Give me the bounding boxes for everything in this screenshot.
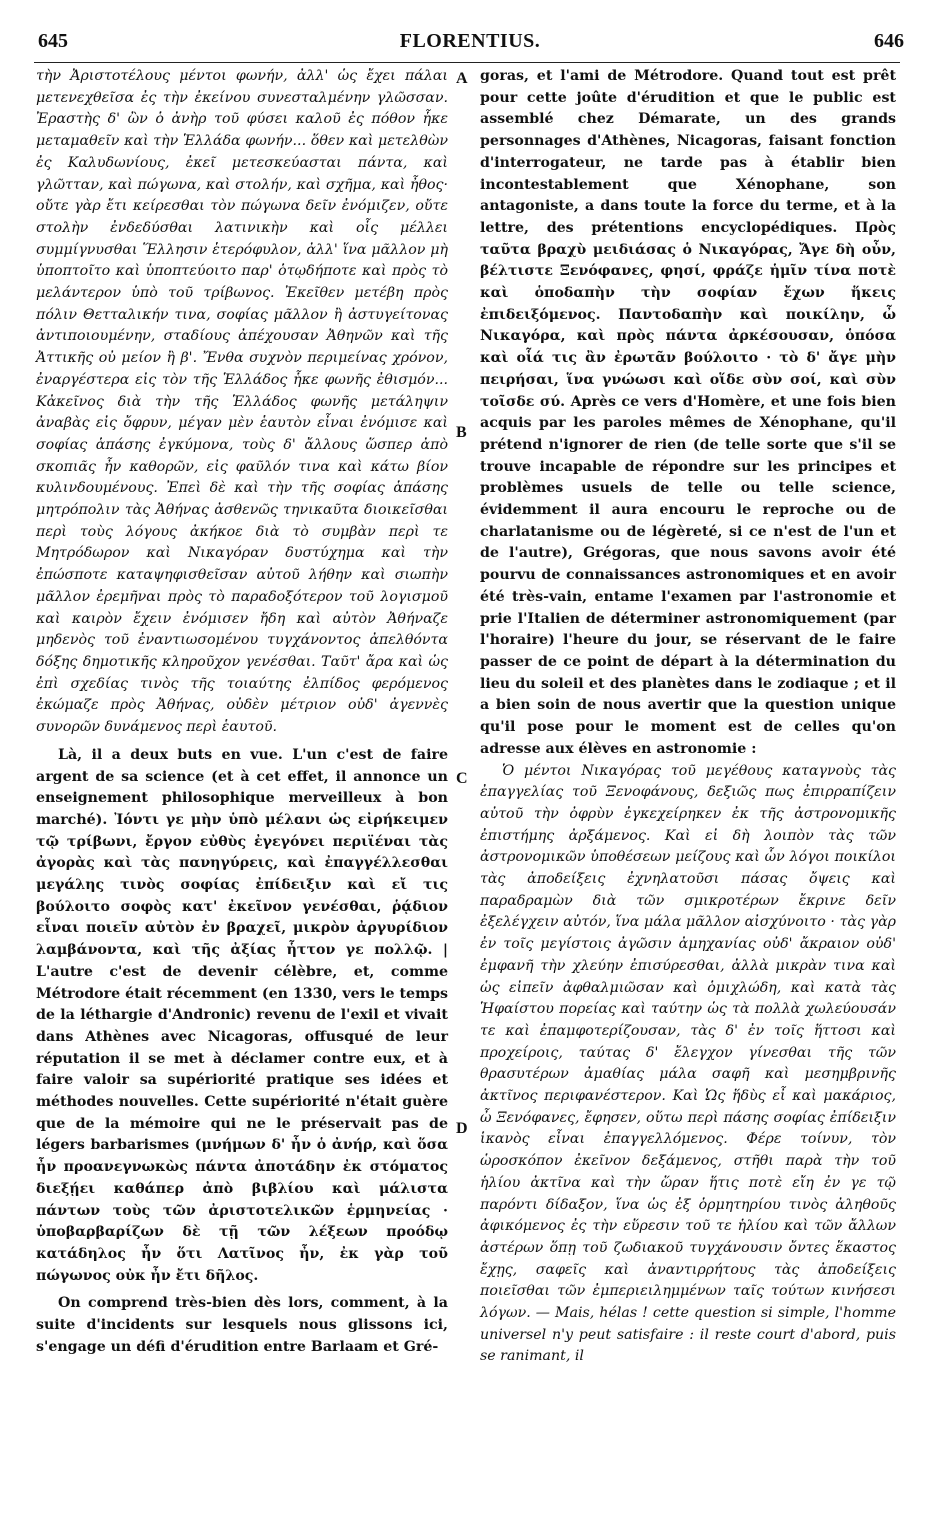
right-greek-quote: Ὁ μέντοι Νικαγόρας τοῦ μεγέθους καταγνοὺς τὰς ἐπαγγελίας τοῦ Ξενοφάνους, δεξιῶς πως ἐπιρραπίζειν αὐτοῦ τὴν ὀφρὺν ἐγκεχείρηκεν ἐκ τῆς ἀστρονομικῆς ἐπιστήμης ἀρξάμενος. Καὶ εἰ δὴ λοιπὸν τὰς τῶν ἀστρονομικῶν ὑποθέσεων μείζους καὶ ὧν λόγοι ποικίλοι τὰς ἀποδείξεις ἐχνηλατοῦσι πάσας ὄψεις καὶ παραδραμὼν διὰ τῶν σμικροτέρων ἔκρινε δεῖν ἐξελέγχειν αὐτόν, ἵνα μάλα μᾶλλον αἰσχύνοιτο · τὰς γὰρ ἐν τοῖς μεγίστοις ἀγῶσιν ἀμηχανίας οὐδ' ἄκραιον οὐδ' ἐμφανῆ τὴν χλεύην ἐπισύρεσθαι, ἀλλὰ μικρὰν τινα καὶ ὡς εἰπεῖν ἀφθαλμιῶσαν καὶ ὁμιχλώδη, καὶ κατὰ τὰς Ἡφαίστου πορείας καὶ ταύτην ὡς τὰ πολλὰ χωλεύουσάν τε καὶ ἐπαμφοτερίζουσαν, τὰς δ' ἐν τοῖς ἥττοσι καὶ προχείροις, ταύτας δ' ἔλεγχον γίνεσθαι τῆς τῶν θρασυτέρων ἀμαθίας μάλα σαφῆ καὶ μεσημβρινῆς ἀκτῖνος περιφανέστερον. Καὶ Ὡς ἥδὺς εἶ καὶ μακάριος, ὦ Ξενόφανες, ἔφησεν, οὕτω περὶ πάσης σοφίας ἐπίδειξιν ἱκανὸς εἶναι ἐπαγγελλόμενος. Φέρε τοίνυν, τὸν ὡροσκόπον ἐκεῖνον δεξάμενος, στῆθι παρὰ τὴν τοῦ ἡλίου ἀκτῖνα καὶ τὴν ὥραν ἥτις ποτὲ εἴη ἐν γε τῷ παρόντι δίδαξον, ἵνα ὡς ἐξ ὁρμητηρίου τινὸς ἀληθοῦς ἀφικόμενος ἐς τὴν εὕρεσιν τοῦ τε ἡλίου καὶ τῶν ἄλλων ἀστέρων ὅπῃ τοῦ ζωδιακοῦ τυγχάνουσιν ὄντες ἕκαστος ἔχῃς, σαφεῖς καὶ ἀναντιρρήτους τὰς ἀποδείξεις ποιεῖσθαι τῶν ἐμπεριειλημμένων ταῖς τούτων κινήσεσι λόγων. — Mais, hélas ! cette question si simple, l'homme universel n'y peut satisfaire : il reste court d'abord, puis se ranimant, il (480, 762, 896, 1365)
page-number-right: 646 (874, 30, 904, 52)
left-paragraph-conclusion: On comprend très-bien dès lors, comment, à la suite d'incidents sur lesquels nous glissons ici, s'engage un défi d'érudition entre Barlaam et Gré- (36, 1295, 448, 1355)
margin-letter-a: A (456, 70, 468, 87)
running-title: FLORENTIUS. (399, 30, 541, 52)
margin-letter-c: C (456, 770, 468, 787)
right-paragraph-debate: goras, et l'ami de Métrodore. Quand tout est prêt pour cette joûte d'érudition et que le public est assemblé chez Démarate, un des grands personnages d'Athènes, Nicagoras, faisant fonction d'interrogateur, ne tarde pas à établir bien incontestablement que Xénophane, son antagoniste, a dans toute la force du terme, et à la lettre, des prétentions encyclopédiques. Πρὸς ταῦτα βραχὺ μειδιάσας ὁ Νικαγόρας, Ἄγε δὴ οὖν, βέλτιστε Ξενόφανες, φησί, φράζε ἡμῖν τίνα ποτὲ καὶ ὁποδαπὴν τὴν σοφίαν ἔχων ἥκεις ἐπιδειξόμενος. Παντοδαπὴν καὶ ποικίλην, ὦ Νικαγόρα, καὶ πρὸς πάντα ἀρκέσουσαν, ὁπόσα καὶ οἷά τις ἂν ἐρωτᾶν βούλοιτο · τὸ δ' ἄγε μὴν πειρήσαι, ἵνα γνώωσι καὶ οἵδε σὺν σοί, καὶ σὺν τοῖσδε σύ. Après ce vers d'Homère, et une fois bien acquis par les paroles mêmes de Xénophane, qu'il prétend n'ignorer de rien (de telle sorte que s'il se trouve incapable de répondre sur les principes et problèmes usuels de telle ou telle science, évidemment il aura encouru le reproche ou de charlatanisme ou de légèreté, si ce n'est de l'un et de l'autre), Grégoras, que nous savons avoir été pourvu de connaissances astronomiques et en avoir été très-vain, entame l'examen par l'astronomie et prie l'Italien de déterminer astronomiquement (par l'horaire) l'heure du jour, se réservant de le faire passer de ce point de départ à la détermination du lieu du soleil et des planètes dans le zodiaque ; et il a bien soin de nous avertir que la question unique qu'il pose pour le moment est de celles qu'on adresse aux élèves en astronomie : (480, 68, 896, 757)
left-column (36, 66, 448, 1358)
left-greek-quote: τὴν Ἀριστοτέλους μέντοι φωνήν, ἀλλ' ὡς ἔχει πάλαι μετενεχθεῖσα ἐς τὴν ἐκείνου συνεσταλμένην γλῶσσαν. Ἐραστὴς δ' ὢν ὁ ἀνὴρ τοῦ φύσει καλοῦ ἐς πόθον ἧκε μεταμαθεῖν καὶ τὴν Ἑλλάδα φωνήν... ὅθεν καὶ μετελθὼν ἐς Καλυδωνίους, ἐκεῖ μετεσκεύασται πάντα, καὶ γλῶτταν, καὶ πώγωνα, καὶ στολήν, καὶ σχῆμα, καὶ ἦθος· οὔτε γὰρ ἔτι κείρεσθαι τὸν πώγωνα δεῖν ἐνόμιζεν, οὔτε στολὴν ἐνδεδύσθαι λατινικὴν καὶ οἷς μέλλει συμμίγνυσθαι Ἕλλησιν ἑτερόφυλον, ἀλλ' ἵνα μᾶλλον μὴ ὑποπτοῖτο καὶ ὑποπτεύοιτο παρ' ὁτῳδήποτε καὶ πρὸς τὸ μελάντερον ὑπὸ τοῦ τρίβωνος. Ἐκεῖθεν μετέβη πρὸς πόλιν Θετταλικήν τινα, σοφίας μᾶλλον ἢ ἀστυγείτονας ἀντιποιουμένην, σταδίους ἀπέχουσαν Ἀθηνῶν καὶ τῆς Ἀττικῆς οὐ μείον ἢ β'. Ἔνθα συχνὸν περιμείνας χρόνον, ἐναργέστερα εἰς τὸν τῆς Ἑλλάδος ἧκε φωνῆς ἐθισμόν... Κἀκεῖνος διὰ τὴν τῆς Ἑλλάδος φωνῆς μετάληψιν ἀναβὰς εἰς ὄφρυν, μέγαν μὲν ἑαυτὸν εἶναι ἐνόμισε καὶ σοφίας ἁπάσης ἐγκύμονα, τοὺς δ' ἄλλους ὥσπερ ἀπὸ σκοπιᾶς ἦν καθορῶν, εἰς φαῦλόν τινα καὶ κάτω βίον κυλινδουμένους. Ἐπεὶ δὲ καὶ τὴν τῆς σοφίας ἁπάσης μητρόπολιν τὰς Ἀθήνας ἀσθενῶς τηνικαῦτα διοικεῖσθαι περὶ τοὺς λόγους ἀκήκοε διὰ τὸ συμβὰν περὶ τε Μητρόδωρον καὶ Νικαγόραν δυστύχημα καὶ τὴν ἐπώσποτε καταψηφισθεῖσαν αὐτοῦ λήθην καὶ σιωπὴν μᾶλλον ἐρεμῆναι πρὸς τὸ παραδοξότερον τοῦ λογισμοῦ καὶ καιρὸν ἔχειν ἐνόμισεν ἤδη καὶ αὐτὸν Ἀθήναζε μηδενὸς τοῦ ἐναντιωσομένου τυγχάνοντος ἀπελθόντα δόξης δημοτικῆς κληροῦχον γενέσθαι. Ταῦτ' ἄρα καὶ ὡς ἐπὶ σχεδίας τινὸς τῆς τοιαύτης ἐλπίδος φερόμενος ἐκώμαζε πρὸς Ἀθήνας, οὐδὲν μέτριον οὐδ' ἀγεννὲς συνορῶν δυνάμενος περὶ ἑαυτοῦ. (36, 68, 448, 736)
margin-letter-d: D (456, 1120, 468, 1137)
page-number-left: 645 (38, 30, 68, 52)
right-column (480, 66, 896, 1368)
margin-letter-b: B (456, 424, 467, 441)
page-header (32, 30, 908, 60)
left-paragraph-barlaam: Là, il a deux buts en vue. L'un c'est de faire argent de sa science (et à cet effet, il annonce un enseignement philosophique merveilleux à bon marché). Ἰόντι γε μὴν ὑπὸ μέλανι ὡς εἰρήκειμεν τῷ τρίβωνι, ἔργον εὐθὺς ἐγεγόνει περιϊέναι τὰς ἀγορὰς καὶ τὰς πανηγύρεις, καὶ ἐπαγγέλλεσθαι μεγάλης τινὸς σοφίας ἐπίδειξιν καὶ εἴ τις βούλοιτο σοφὸς κατ' ἐκεῖνον γενέσθαι, ῥᾴδιον εἶναι ποιεῖν αὐτὸν ἐν βραχεῖ, μικρὸν ἀργυρίδιον λαμβάνοντα, καὶ τῆς ἀξίας ἧττον γε πολλῷ. | L'autre c'est de devenir célèbre, et, comme Métrodore était récemment (en 1330, vers le temps de la léthargie d'Andronic) revenu de l'exil et vivait dans Athènes avec Nicagoras, offusqué de leur réputation il se met à déclamer contre eux, et à faire valoir sa supériorité pratique ses idées et méthodes nouvelles. Cette supériorité n'était guère que de la mémoire qui ne le préservait pas de légers barbarismes (μνήμων δ' ἦν ὁ ἀνήρ, καὶ ὅσα ἦν προανεγνωκὼς πάντα ἀποτάδην ἐκ στόματος διεξῄει καθάπερ ἀπὸ βιβλίου καὶ μάλιστα πάντων τοὺς τῶν ἀριστοτελικῶν ἑρμηνείας · ὑποβαρβαρίζων δὲ τῇ τῶν λέξεων προόδῳ κατάδηλος ἦν ὅτι Λατῖνος ἦν, ἐκ γὰρ τοῦ πώγωνος οὐκ ἦν ἔτι δῆλος. (36, 746, 448, 1284)
header-rule (34, 62, 900, 63)
